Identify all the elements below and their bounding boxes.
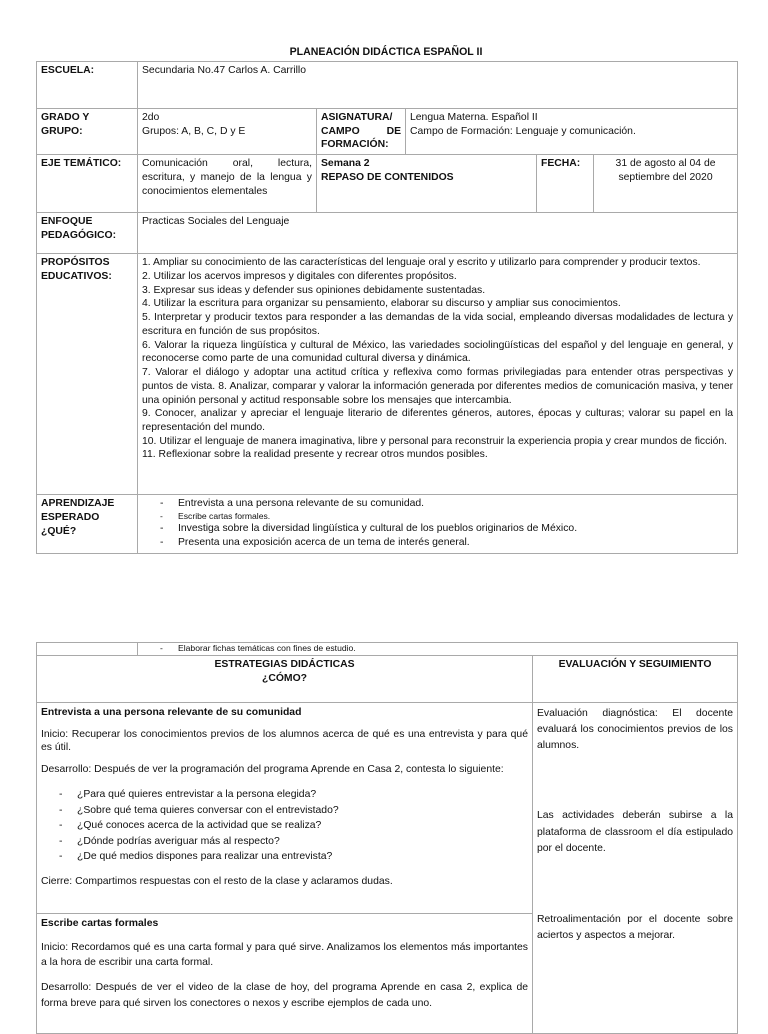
semana-label: Semana 2: [321, 158, 370, 170]
aprendizaje-row: [37, 495, 738, 554]
entrevista-row: [37, 703, 738, 914]
eje-row: [37, 155, 738, 213]
aprendizaje-item: - Investiga sobre la diversidad lingüística y cultural de los pueblos originarios de México.: [160, 522, 733, 536]
fecha-label: FECHA:: [537, 155, 594, 213]
pregunta-item: - ¿Sobre qué tema quieres conversar con el entrevistado?: [59, 803, 528, 819]
asignatura-label: [317, 109, 406, 155]
pregunta-item: - ¿Qué conoces acerca de la actividad que se realiza?: [59, 818, 528, 834]
proposito-item: 9. Conocer, analizar y apreciar el lenguaje literario de diferentes géneros, autores, épocas y culturas; valorar su papel en la representación del mundo.: [142, 408, 734, 434]
asignatura-value: [406, 109, 738, 155]
strategies-table: [36, 642, 738, 1034]
proposito-item: 5. Interpretar y producir textos para responder a las demandas de la vida social, empleando diversas modalidades de lectura y escritura en función de sus propósitos.: [142, 312, 734, 337]
propositos-label-line-2: EDUCATIVOS:: [41, 270, 112, 282]
aprendizaje-item: - Presenta una exposición acerca de un tema de interés general.: [160, 536, 733, 550]
evaluacion-header: EVALUACIÓN Y SEGUIMIENTO: [533, 656, 738, 703]
estrategias-header-line-2: ¿CÓMO?: [261, 672, 308, 684]
estrategias-header-line-1: ESTRATEGIAS DIDÁCTICAS: [214, 659, 355, 670]
eje-value: Comunicación oral, lectura, escritura, y manejo de la lengua y conocimientos elementales: [138, 155, 317, 213]
aprendizaje-continued-cell: [138, 643, 738, 656]
enfoque-label-line-2: PEDAGÓGICO:: [41, 229, 117, 241]
enfoque-value: Practicas Sociales del Lenguaje: [138, 213, 738, 254]
cartas-desarrollo: Desarrollo: Después de ver el video de la clase de hoy, del programa Aprende en casa 2, explica de forma breve para qué sirven los conectores o nexos y escribe ejemplos de cada uno.: [41, 981, 528, 1009]
document-title: PLANEACIÓN DIDÁCTICA ESPAÑOL II: [289, 46, 483, 58]
proposito-item: 2. Utilizar los acervos impresos y digitales con diferentes propósitos.: [142, 270, 457, 282]
asignatura-value-line-1: Lengua Materna. Español II: [410, 112, 538, 123]
enfoque-row: [37, 213, 738, 254]
estrategias-header: [37, 656, 533, 703]
entrevista-preguntas: [41, 787, 528, 865]
propositos-label-line-1: PROPÓSITOS: [41, 257, 110, 269]
grado-value: [138, 109, 317, 155]
proposito-item: 11. Reflexionar sobre la realidad presente y recrear otros mundos posibles.: [142, 449, 488, 461]
proposito-item: 3. Expresar sus ideas y defender sus opiniones debidamente sustentadas.: [142, 284, 486, 296]
aprendizaje-item: - Escribe cartas formales.: [160, 511, 733, 522]
propositos-label: [37, 254, 138, 495]
entrevista-title: Entrevista a una persona relevante de su comunidad: [41, 707, 302, 718]
asignatura-label-line-3: FORMACIÓN:: [321, 139, 389, 151]
escuela-value: Secundaria No.47 Carlos A. Carrillo: [138, 62, 738, 109]
pregunta-item: - ¿Dónde podrías averiguar más al respecto?: [59, 834, 528, 850]
proposito-item: 7. Valorar el diálogo y adoptar una actitud crítica y reflexiva como formas privilegiadas para entender otras perspectivas y puntos de vista. 8. Analizar, comparar y valorar la información generada por diferentes medios de comunicación masiva, y tener una opinión personal y actitud responsable sobre los mensajes que intercambia.: [142, 367, 734, 406]
eje-label: EJE TEMÁTICO:: [37, 155, 138, 213]
evaluacion-actividades: Las actividades deberán subirse a la plataforma de classroom el día estipulado por el docente.: [537, 810, 734, 854]
cartas-title: Escribe cartas formales: [41, 918, 159, 929]
grado-label: GRADO Y GRUPO:: [37, 109, 138, 155]
aprendizaje-list: [138, 495, 738, 554]
asignatura-label-line-1: ASIGNATURA/: [321, 112, 393, 123]
evaluacion-diagnostica: Evaluación diagnóstica: El docente evaluará los conocimientos previos de los alumnos.: [537, 708, 734, 752]
entrevista-strategy: [37, 703, 533, 914]
aprendizaje-label-line-2: ESPERADO ¿QUÉ?: [41, 511, 100, 537]
enfoque-label: [37, 213, 138, 254]
entrevista-desarrollo: Desarrollo: Después de ver la programación del programa Aprende en Casa 2, contesta lo siguiente:: [41, 764, 504, 776]
proposito-item: 4. Utilizar la escritura para organizar su pensamiento, elaborar su discurso y ampliar sus conocimientos.: [142, 298, 621, 310]
grado-row: [37, 109, 738, 155]
entrevista-cierre: Cierre: Compartimos respuestas con el resto de la clase y aclaramos dudas.: [41, 875, 393, 887]
proposito-item: 10. Utilizar el lenguaje de manera imaginativa, libre y personal para reconstruir la experiencia propia y crear mundos de ficción.: [142, 435, 728, 447]
aprendizaje-label-line-1: APRENDIZAJE: [41, 498, 115, 510]
semana-cell: [317, 155, 537, 213]
strategies-header-row: [37, 656, 738, 703]
proposito-item: 6. Valorar la riqueza lingüística y cultural de México, las variedades sociolingüísticas del español y del lenguaje en general, y reconocerse como parte de una comunidad cultural diversa y dinámica.: [142, 339, 734, 365]
repaso-label: REPASO DE CONTENIDOS: [321, 171, 454, 183]
escuela-label: ESCUELA:: [37, 62, 138, 109]
enfoque-label-line-1: ENFOQUE: [41, 216, 93, 228]
proposito-item: 1. Ampliar su conocimiento de las características del lenguaje oral y escrito y utilizarlo para comprender y producir textos.: [142, 257, 701, 269]
asignatura-value-line-2: Campo de Formación: Lenguaje y comunicación.: [410, 125, 636, 137]
grado-value-line-2: Grupos: A, B, C, D y E: [142, 125, 246, 137]
cartas-strategy: [37, 914, 533, 1034]
planning-table: [36, 61, 738, 554]
entrevista-inicio: Inicio: Recuperar los conocimientos previos de los alumnos acerca de qué es una entrevista y para qué es útil.: [41, 728, 528, 754]
evaluacion-cell: [533, 703, 738, 1034]
cartas-inicio: Inicio: Recordamos qué es una carta formal y para qué sirve. Analizamos los elementos más importantes a la hora de escribir una carta formal.: [41, 941, 528, 969]
evaluacion-retroalimentacion: Retroalimentación por el docente sobre aciertos y aspectos a mejorar.: [537, 913, 734, 941]
aprendizaje-continued-row: [37, 643, 738, 656]
aprendizaje-continued-label-cell: [37, 643, 138, 656]
aprendizaje-item: - Entrevista a una persona relevante de su comunidad.: [160, 497, 733, 511]
propositos-list: [138, 254, 738, 495]
asignatura-label-de: DE: [386, 125, 401, 137]
grado-value-line-1: 2do: [142, 112, 160, 123]
fecha-value: 31 de agosto al 04 de septiembre del 2020: [594, 155, 738, 213]
pregunta-item: - ¿Para qué quieres entrevistar a la persona elegida?: [59, 787, 528, 803]
aprendizaje-label: [37, 495, 138, 554]
escuela-row: [37, 62, 738, 109]
asignatura-label-campo: CAMPO: [321, 125, 360, 137]
propositos-row: [37, 254, 738, 495]
asignatura-label-line-2: [321, 125, 401, 139]
aprendizaje-item: - Elaborar fichas temáticas con fines de estudio.: [160, 643, 733, 654]
pregunta-item: - ¿De qué medios dispones para realizar una entrevista?: [59, 849, 528, 865]
